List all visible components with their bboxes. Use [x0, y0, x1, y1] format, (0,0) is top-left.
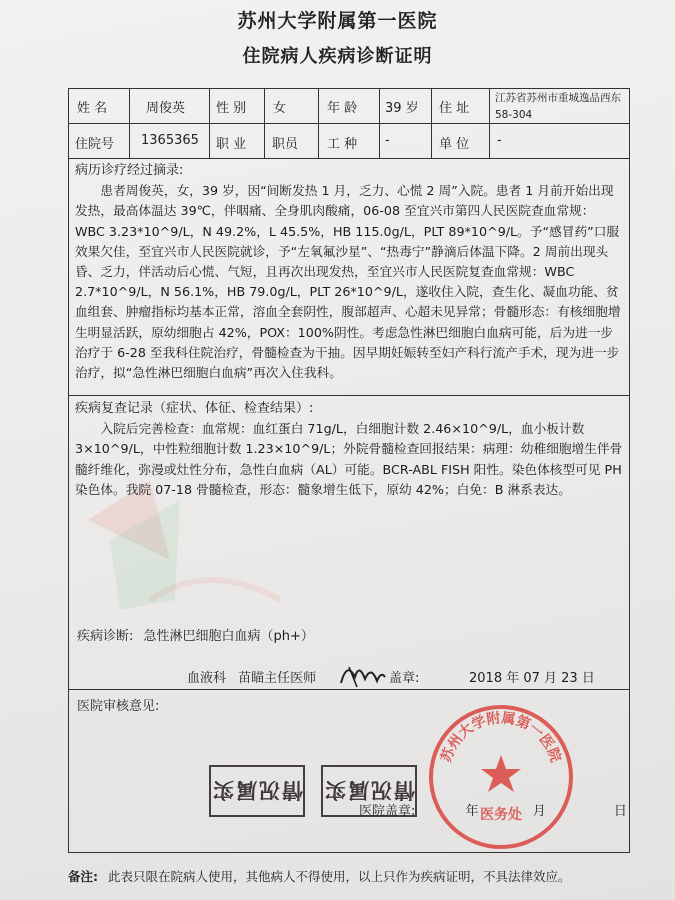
patient-occupation: 职员: [272, 137, 299, 152]
row-divider: [69, 158, 629, 159]
admission-number: 1365365: [141, 133, 199, 148]
doctor-name: 苗瞄主任医师: [238, 671, 317, 686]
certificate-form: [68, 88, 630, 853]
occupation-label: 职 业: [216, 137, 247, 152]
note-text: 此表只限在院病人使用，其他病人不得使用，以上只作为疾病证明，不具法律效应。: [107, 869, 571, 884]
history-text: 患者周俊英，女，39 岁，因“间断发热 1 月，乏力、心慌 2 周”入院。患者 1 月前开始出现发热，最高体温达 39℃，伴咽痛、全身肌肉酸痛，06-08 至宜兴市第四人民医院查血常规：WBC 3.23*10^9/L，N 49.2%，L 45.5%，HB 115.0g/L，PLT 89*10^9/L。予“感冒药”口服效果欠佳，至宜兴市人民医院就诊，予“左氧氟沙星”、“热毒宁”静滴后体温下降。2 周前出现头昏、乏力，伴活动后心慌、气短，且再次出现发热，至宜兴市人民医院复查血常规：WBC 2.7*10^9/L，N 56.1%，HB 79.0g/L，PLT 26*10^9/L，遂收住入院，查生化、凝血功能、贫血组套、肿瘤指标均基本正常，溶血全套阴性，腹部超声、心超未见异常；骨髓形态：有核细胞增生明显活跃，原幼细胞占 42%，POX：100%阴性。考虑急性淋巴细胞白血病可能，后为进一步治疗于 6-28 至我科住院治疗，骨髓检查为干抽。因早期妊娠转至妇产科行流产手术，现为进一步治疗，拟“急性淋巴细胞白血病”再次入住我科。: [75, 183, 621, 381]
doctor-signature-icon: [337, 657, 389, 691]
note-label: 备注:: [68, 869, 98, 884]
diagnosis-line: [77, 625, 314, 644]
recheck-section: [75, 399, 623, 500]
hospital-round-seal-icon: [421, 697, 581, 857]
hospital-seal-label: 医院盖章:: [359, 804, 416, 819]
year-label: 年: [465, 804, 479, 819]
section-divider: [69, 395, 629, 396]
patient-address: 江苏省苏州市重城逸品西东 58-304: [495, 92, 621, 121]
stamp-right: 情况属实: [321, 765, 417, 817]
diagnosis-value: 急性淋巴细胞白血病（ph+）: [143, 629, 314, 644]
patient-name: 周俊英: [146, 101, 186, 116]
unit-label: 单 位: [439, 137, 470, 152]
age-label: 年 龄: [327, 101, 358, 116]
recheck-text: 入院后完善检查：血常规：血红蛋白 71g/L，白细胞计数 2.46×10^9/L，血小板计数 3×10^9/L，中性粒细胞计数 1.23×10^9/L；外院骨髓检查回报结果：病理：幼稚细胞增生伴骨髓纤维化，弥漫或灶性分布，急性白血病（AL）可能。BCR-ABL FISH 阳性。染色体核型可见 PH 染色体。我院 07-18 骨髓检查，形态：髓象增生低下，原幼 42%；白免：B 淋系表达。: [75, 421, 623, 497]
hospital-name: 苏州大学附属第一医院: [237, 10, 438, 32]
diagnosis-label: 疾病诊断:: [77, 629, 134, 644]
worktype-label: 工 种: [327, 137, 358, 152]
signature-line: [187, 667, 316, 686]
footnote: [68, 867, 648, 885]
patient-gender: 女: [273, 101, 287, 116]
patient-age: 39 岁: [385, 101, 419, 116]
document-title: 住院病人疾病诊断证明: [242, 46, 433, 67]
name-label: 姓 名: [77, 101, 108, 116]
patient-unit: -: [497, 133, 502, 148]
address-label: 住 址: [439, 101, 470, 116]
department: 血液科: [187, 671, 227, 686]
gender-label: 性 别: [216, 101, 247, 116]
svg-text:医务处: 医务处: [480, 807, 522, 823]
recheck-heading: 疾病复查记录（症状、体征、检查结果）:: [75, 401, 314, 416]
sign-date: 2018 年 07 月 23 日: [469, 671, 595, 686]
svg-text:苏州大学附属第一医院: 苏州大学附属第一医院: [438, 710, 564, 765]
history-heading: 病历诊疗经过摘录:: [75, 163, 184, 178]
review-label: 医院审核意见:: [77, 699, 160, 714]
seal-label: 盖章:: [389, 671, 420, 686]
history-section: [75, 161, 623, 383]
month-label: 月: [532, 804, 546, 819]
stamp-left: 情况属实: [209, 765, 305, 817]
day-label: 日: [613, 804, 627, 819]
admission-label: 住院号: [75, 137, 115, 152]
patient-worktype: -: [385, 133, 390, 148]
